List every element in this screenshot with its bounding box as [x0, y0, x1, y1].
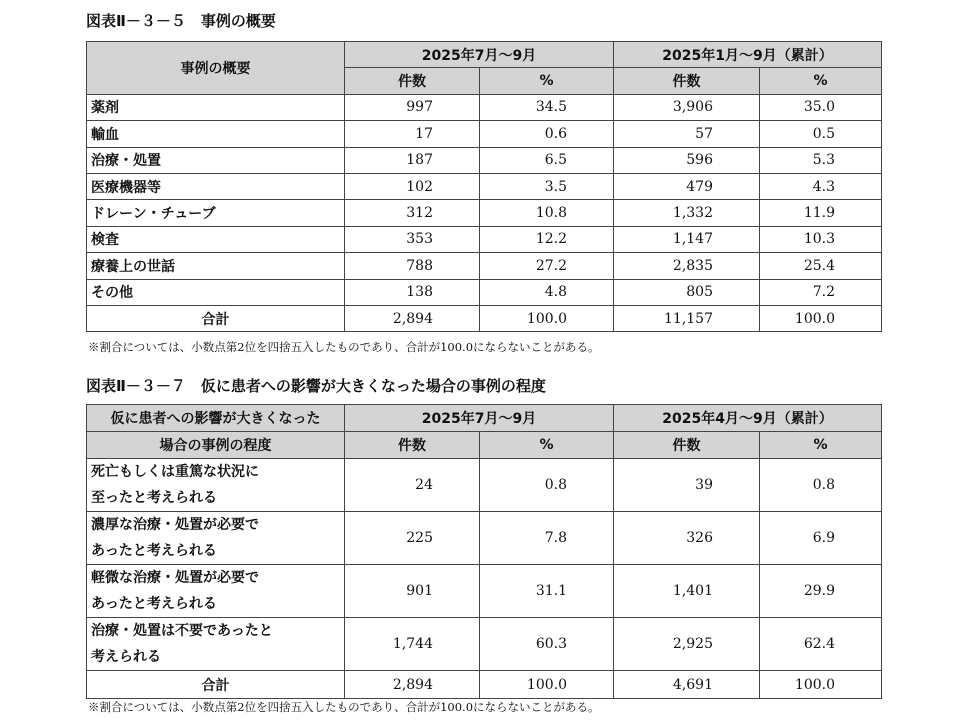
percent-cell: 10.8 — [480, 200, 614, 226]
table-row — [87, 512, 882, 565]
table2-corner-header-line2: 場合の事例の程度 — [87, 432, 345, 459]
row-label — [87, 459, 345, 512]
table2-header-row-1 — [87, 405, 882, 432]
percent-cell: 0.5 — [760, 121, 882, 147]
percent-cell: 31.1 — [480, 565, 614, 618]
table2-count-header-2: 件数 — [614, 432, 760, 459]
percent-cell: 35.0 — [760, 94, 882, 120]
count-cell: 225 — [345, 512, 480, 565]
row-label: 医療機器等 — [87, 173, 345, 199]
count-cell: 57 — [614, 121, 760, 147]
row-label-line1: 治療・処置は不要であったと — [91, 623, 273, 639]
percent-cell: 27.2 — [480, 253, 614, 279]
row-label: 検査 — [87, 226, 345, 252]
row-label-line2: あったと考えられる — [91, 543, 217, 559]
row-label-line1: 軽微な治療・処置が必要で — [91, 570, 259, 586]
total-count-cell: 2,894 — [345, 305, 480, 331]
table1-pct-header-2: % — [760, 68, 882, 94]
table-row — [87, 173, 882, 199]
count-cell: 17 — [345, 121, 480, 147]
row-label-line2: あったと考えられる — [91, 596, 217, 612]
count-cell: 326 — [614, 512, 760, 565]
count-cell: 3,906 — [614, 94, 760, 120]
count-cell: 2,835 — [614, 253, 760, 279]
percent-cell: 62.4 — [760, 618, 882, 671]
table1-period1-header: 2025年7月～9月 — [345, 42, 614, 68]
total-count-cell: 11,157 — [614, 305, 760, 331]
total-label: 合計 — [87, 305, 345, 331]
row-label: 薬剤 — [87, 94, 345, 120]
count-cell: 187 — [345, 147, 480, 173]
table-row — [87, 565, 882, 618]
percent-cell: 3.5 — [480, 173, 614, 199]
row-label: その他 — [87, 279, 345, 305]
percent-cell: 6.9 — [760, 512, 882, 565]
total-percent-cell: 100.0 — [480, 671, 614, 699]
count-cell: 138 — [345, 279, 480, 305]
row-label: 治療・処置 — [87, 147, 345, 173]
table2-total-row — [87, 671, 882, 699]
table-row — [87, 121, 882, 147]
count-cell: 2,925 — [614, 618, 760, 671]
table-row — [87, 618, 882, 671]
table1-footnote: ※割合については、小数点第2位を四捨五入したものであり、合計が100.0にならないことがある。 — [88, 340, 600, 354]
table2-title: 図表Ⅱ－３－７ 仮に患者への影響が大きくなった場合の事例の程度 — [86, 377, 546, 395]
total-count-cell: 2,894 — [345, 671, 480, 699]
percent-cell: 4.3 — [760, 173, 882, 199]
row-label: 療養上の世話 — [87, 253, 345, 279]
table1-title: 図表Ⅱ－３－５ 事例の概要 — [86, 12, 276, 30]
count-cell: 805 — [614, 279, 760, 305]
count-cell: 1,744 — [345, 618, 480, 671]
count-cell: 1,401 — [614, 565, 760, 618]
count-cell: 312 — [345, 200, 480, 226]
row-label: 輸血 — [87, 121, 345, 147]
percent-cell: 34.5 — [480, 94, 614, 120]
row-label-line2: 考えられる — [91, 649, 161, 665]
row-label — [87, 512, 345, 565]
count-cell: 901 — [345, 565, 480, 618]
row-label-line1: 死亡もしくは重篤な状況に — [91, 464, 259, 480]
count-cell: 997 — [345, 94, 480, 120]
row-label — [87, 565, 345, 618]
percent-cell: 60.3 — [480, 618, 614, 671]
percent-cell: 4.8 — [480, 279, 614, 305]
total-percent-cell: 100.0 — [760, 305, 882, 331]
total-percent-cell: 100.0 — [760, 671, 882, 699]
percent-cell: 7.2 — [760, 279, 882, 305]
count-cell: 39 — [614, 459, 760, 512]
table-row — [87, 226, 882, 252]
row-label: ドレーン・チューブ — [87, 200, 345, 226]
table2-pct-header-2: % — [760, 432, 882, 459]
table-row — [87, 279, 882, 305]
row-label-line1: 濃厚な治療・処置が必要で — [91, 517, 259, 533]
table-row — [87, 459, 882, 512]
percent-cell: 0.8 — [760, 459, 882, 512]
percent-cell: 25.4 — [760, 253, 882, 279]
table2-count-header-1: 件数 — [345, 432, 480, 459]
table2-header-row-2 — [87, 432, 882, 459]
table2-pct-header-1: % — [480, 432, 614, 459]
count-cell: 1,332 — [614, 200, 760, 226]
total-label: 合計 — [87, 671, 345, 699]
total-percent-cell: 100.0 — [480, 305, 614, 331]
percent-cell: 5.3 — [760, 147, 882, 173]
percent-cell: 11.9 — [760, 200, 882, 226]
percent-cell: 29.9 — [760, 565, 882, 618]
count-cell: 24 — [345, 459, 480, 512]
count-cell: 353 — [345, 226, 480, 252]
count-cell: 479 — [614, 173, 760, 199]
table1-period2-header: 2025年1月～9月（累計） — [614, 42, 882, 68]
count-cell: 596 — [614, 147, 760, 173]
table2-period1-header: 2025年7月～9月 — [345, 405, 614, 432]
table1-incident-summary — [86, 41, 882, 332]
count-cell: 788 — [345, 253, 480, 279]
table-row — [87, 147, 882, 173]
table2-period2-header: 2025年4月～9月（累計） — [614, 405, 882, 432]
table2-footnote: ※割合については、小数点第2位を四捨五入したものであり、合計が100.0にならないことがある。 — [88, 700, 600, 714]
table1-corner-header: 事例の概要 — [87, 42, 345, 95]
count-cell: 102 — [345, 173, 480, 199]
table-row — [87, 94, 882, 120]
row-label — [87, 618, 345, 671]
table1-pct-header-1: % — [480, 68, 614, 94]
table1-count-header-1: 件数 — [345, 68, 480, 94]
percent-cell: 6.5 — [480, 147, 614, 173]
percent-cell: 7.8 — [480, 512, 614, 565]
table2-impact-severity — [86, 404, 882, 699]
count-cell: 1,147 — [614, 226, 760, 252]
percent-cell: 0.6 — [480, 121, 614, 147]
table1-total-row — [87, 305, 882, 331]
table1-header-row-1 — [87, 42, 882, 68]
table-row — [87, 253, 882, 279]
total-count-cell: 4,691 — [614, 671, 760, 699]
row-label-line2: 至ったと考えられる — [91, 490, 217, 506]
table1-count-header-2: 件数 — [614, 68, 760, 94]
percent-cell: 10.3 — [760, 226, 882, 252]
percent-cell: 12.2 — [480, 226, 614, 252]
percent-cell: 0.8 — [480, 459, 614, 512]
table-row — [87, 200, 882, 226]
table2-corner-header-line1: 仮に患者への影響が大きくなった — [87, 405, 345, 432]
